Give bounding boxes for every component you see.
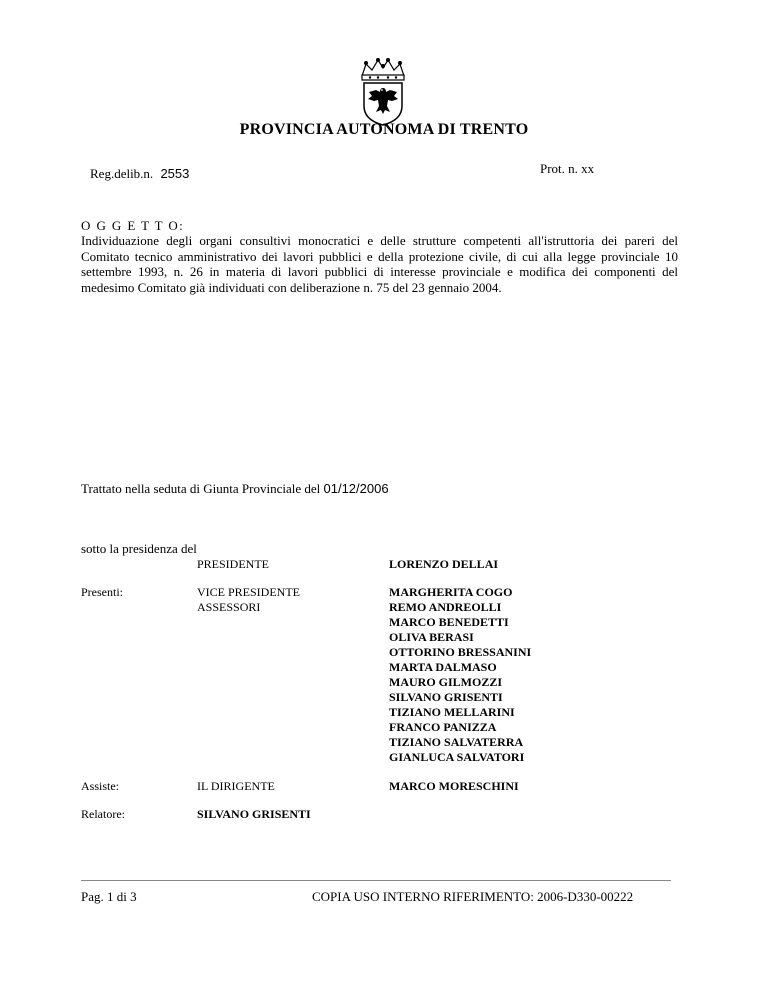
assiste-role: IL DIRIGENTE [197,779,275,793]
member-name: MARCO BENEDETTI [389,615,509,629]
presenti-names [389,585,531,765]
member-name: MARGHERITA COGO [389,585,513,599]
seduta-date: 01/12/2006 [323,481,389,496]
member-name: TIZIANO MELLARINI [389,705,515,719]
presenti-roles [197,585,300,615]
member-name: MARTA DALMASO [389,660,497,674]
relatore-name: SILVANO GRISENTI [197,807,311,821]
assiste-label: Assiste: [81,779,120,793]
presidente-name: LORENZO DELLAI [389,557,499,571]
member-name: OLIVA BERASI [389,630,474,644]
role-vice-presidente: VICE PRESIDENTE [197,585,300,599]
presidenza-text: sotto la presidenza del [81,541,197,556]
seduta-line [81,481,389,497]
member-name: SILVANO GRISENTI [389,690,503,704]
member-name: MAURO GILMOZZI [389,675,503,689]
oggetto-label: O G G E T T O: [81,218,185,233]
oggetto-text: Individuazione degli organi consultivi monocratici e delle strutture competenti all'istruttoria dei pareri del Comitato tecnico amministrativo dei lavori pubblici e della protezione civile, di cui alla legge provinciale 10 settembre 1993, n. 26 in materia di lavori pubblici di interesse provinciale e modifica dei componenti del medesimo Comitato già individuati con deliberazione n. 75 del 23 gennaio 2004. [81,233,678,295]
reg-delib-number: 2553 [160,166,190,181]
reg-delib-label: Reg.delib.n. [90,166,154,181]
member-name: FRANCO PANIZZA [389,720,497,734]
coat-of-arms-icon [356,56,410,126]
assiste-name: MARCO MORESCHINI [389,779,519,793]
page-title: PROVINCIA AUTONOMA DI TRENTO [239,121,529,138]
presenti-label: Presenti: [81,585,123,599]
reg-delib [90,166,189,182]
member-name: GIANLUCA SALVATORI [389,750,525,764]
member-name: TIZIANO SALVATERRA [389,735,524,749]
page-number: Pag. 1 di 3 [81,889,137,904]
protocol-number: Prot. n. xx [540,161,595,176]
document-reference: COPIA USO INTERNO RIFERIMENTO: 2006-D330-00222 [312,889,634,904]
member-name: OTTORINO BRESSANINI [389,645,532,659]
footer-divider [81,880,671,881]
member-name: REMO ANDREOLLI [389,600,502,614]
relatore-label: Relatore: [81,807,125,821]
seduta-text: Trattato nella seduta di Giunta Provinciale del [81,481,324,496]
role-assessori: ASSESSORI [197,600,261,614]
presidente-role: PRESIDENTE [197,557,269,571]
